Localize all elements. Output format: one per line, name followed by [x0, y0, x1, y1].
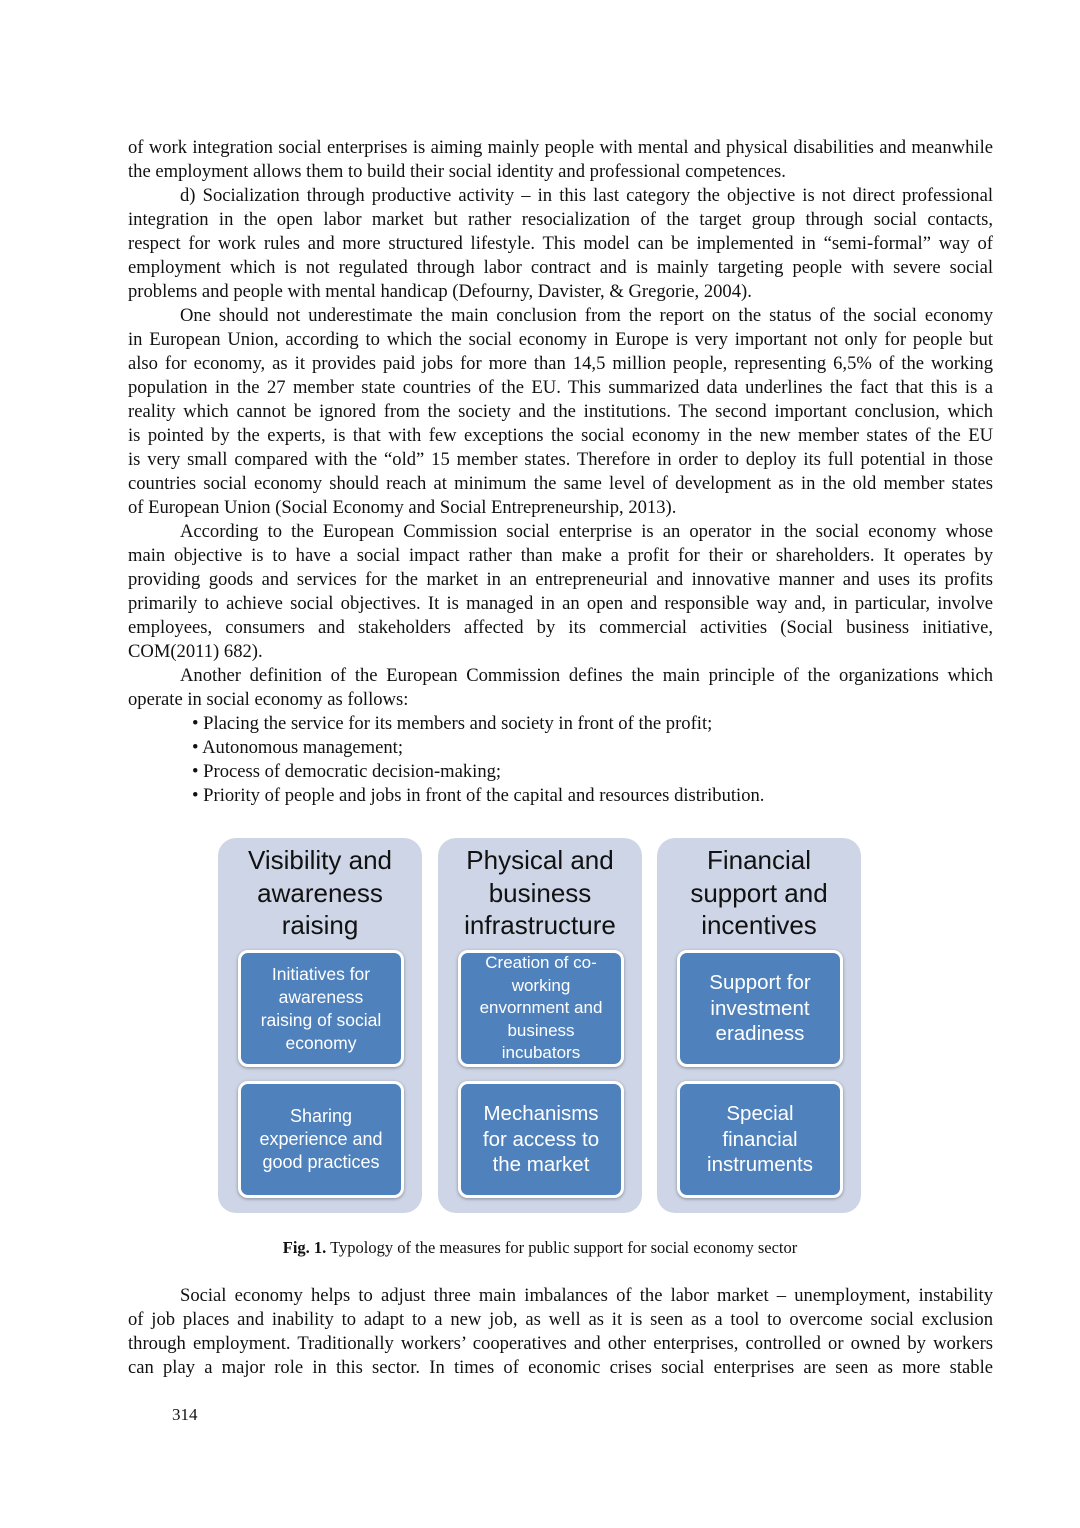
text-line: problems and people with mental handicap (Defourny, Davister, & Gregorie, 2004).: [128, 281, 752, 302]
title-line: Physical and: [466, 845, 614, 875]
text-line: respect for work rules and more structured lifestyle. This model can be implemented in “semi-formal” way of: [128, 233, 993, 254]
box-line: for access to: [482, 1127, 600, 1151]
box-text: [480, 952, 603, 1065]
text-line: Another definition of the European Commission defines the main principle of the organizations which: [180, 665, 993, 686]
box-text: [261, 963, 382, 1055]
box-line: envornment and: [479, 998, 603, 1018]
bullet-item: • Autonomous management;: [192, 737, 404, 758]
box-line: incubators: [501, 1043, 581, 1063]
figure-column: [657, 838, 861, 1213]
caption-text: Typology of the measures for public support for social economy sector: [326, 1238, 798, 1257]
measure-box: [458, 1081, 624, 1198]
figure-column: [218, 838, 422, 1213]
text-line: population in the 27 member state countries of the EU. This summarized data underlines the fact that this is a: [128, 377, 993, 398]
text-line: operate in social economy as follows:: [128, 689, 409, 710]
text-line: employees, consumers and stakeholders affected by its commercial activities (Social business initiative,: [128, 617, 993, 638]
text-line: primarily to achieve social objectives. It is managed in an open and responsible way and, in particular, involve: [128, 593, 993, 614]
box-text: [483, 1101, 599, 1178]
text-line: providing goods and services for the market in an entrepreneurial and innovative manner and uses its profits: [128, 569, 993, 590]
text-line: in European Union, according to which the social economy in Europe is very important not only for people but: [128, 329, 993, 350]
figure-column: [438, 838, 642, 1213]
box-line: Mechanisms: [483, 1102, 599, 1126]
text-line: the employment allows them to build their social identity and professional competences.: [128, 161, 786, 182]
box-line: eradiness: [715, 1022, 805, 1046]
title-line: business: [488, 877, 592, 908]
box-line: investment: [710, 996, 810, 1020]
box-line: the market: [492, 1153, 590, 1177]
text-line: can play a major role in this sector. In times of economic crises social enterprises are seen as more stable: [128, 1357, 993, 1378]
title-line: Financial: [706, 845, 812, 875]
figure-caption: [0, 1238, 1080, 1258]
column-title: [657, 844, 861, 942]
title-line: awareness: [257, 877, 383, 908]
box-text: [707, 1101, 813, 1178]
measure-box: [238, 950, 404, 1067]
bullet-item: • Process of democratic decision-making;: [192, 761, 502, 782]
column-title: [218, 844, 422, 942]
text-line: d) Socialization through productive activity – in this last category the objective is not direct professional: [180, 185, 993, 206]
body-text-top: [128, 136, 993, 808]
measure-box: [677, 950, 843, 1067]
box-line: working: [511, 975, 571, 995]
column-title: [438, 844, 642, 942]
figure-typology-diagram: [218, 838, 862, 1213]
text-line: According to the European Commission social enterprise is an operator in the social economy whose: [180, 521, 993, 542]
text-line: is very small compared with the “old” 15 member states. Therefore in order to deploy its full potential in those: [128, 449, 993, 470]
box-line: financial: [722, 1127, 798, 1151]
text-line: through employment. Traditionally workers’ cooperatives and other enterprises, controlled or owned by workers: [128, 1333, 993, 1354]
box-line: raising of social: [260, 1009, 382, 1030]
measure-box: [238, 1081, 404, 1198]
text-line: reality which cannot be ignored from the society and the institutions. The second important conclusion, which: [128, 401, 993, 422]
box-line: awareness: [278, 986, 364, 1007]
title-line: support and: [690, 877, 828, 908]
box-line: experience and: [259, 1129, 383, 1149]
text-line: countries social economy should reach at minimum the same level of development as in the old member states: [128, 473, 993, 494]
box-line: Sharing: [289, 1106, 353, 1126]
text-line: One should not underestimate the main conclusion from the report on the status of the social economy: [180, 305, 993, 326]
box-line: Special: [726, 1102, 794, 1126]
box-line: business: [507, 1020, 575, 1040]
title-line: raising: [281, 910, 359, 940]
text-line: of work integration social enterprises is aiming mainly people with mental and physical disabilities and meanwhile: [128, 137, 993, 158]
text-line: integration in the open labor market but rather resocialization of the target group through social contacts,: [128, 209, 993, 230]
bullet-item: • Priority of people and jobs in front of the capital and resources distribution.: [192, 785, 765, 806]
title-line: infrastructure: [464, 910, 616, 940]
text-line: employment which is not regulated through labor contract and is mainly targeting people with severe social: [128, 257, 993, 278]
text-line: Social economy helps to adjust three main imbalances of the labor market – unemployment, instability: [180, 1285, 993, 1306]
box-text: [259, 1105, 382, 1174]
box-text: [709, 970, 810, 1047]
text-line: is pointed by the experts, is that with few exceptions the social economy in the new member states of the EU: [128, 425, 993, 446]
text-line: COM(2011) 682).: [128, 641, 263, 662]
box-line: economy: [285, 1032, 357, 1053]
measure-box: [677, 1081, 843, 1198]
title-line: Visibility and: [247, 845, 393, 875]
box-line: Support for: [709, 971, 811, 995]
box-line: Initiatives for: [271, 963, 371, 984]
box-line: good practices: [262, 1152, 380, 1172]
caption-label: Fig. 1.: [282, 1238, 327, 1257]
page-number: 314: [172, 1405, 198, 1424]
bullet-item: • Placing the service for its members and society in front of the profit;: [192, 713, 713, 734]
text-line: main objective is to have a social impact rather than make a profit for their or shareholders. It operates by: [128, 545, 993, 566]
measure-box: [458, 950, 624, 1067]
text-line: of European Union (Social Economy and Social Entrepreneurship, 2013).: [128, 497, 677, 518]
box-line: instruments: [707, 1153, 813, 1177]
text-line: also for economy, as it provides paid jobs for more than 14,5 million people, representing 6,5% of the working: [128, 353, 993, 374]
body-text-bottom: [128, 1284, 993, 1380]
title-line: incentives: [701, 910, 817, 940]
box-line: Creation of co-: [485, 953, 597, 973]
text-line: of job places and inability to adapt to a new job, as well as it is seen as a tool to overcome social exclusion: [128, 1309, 993, 1330]
